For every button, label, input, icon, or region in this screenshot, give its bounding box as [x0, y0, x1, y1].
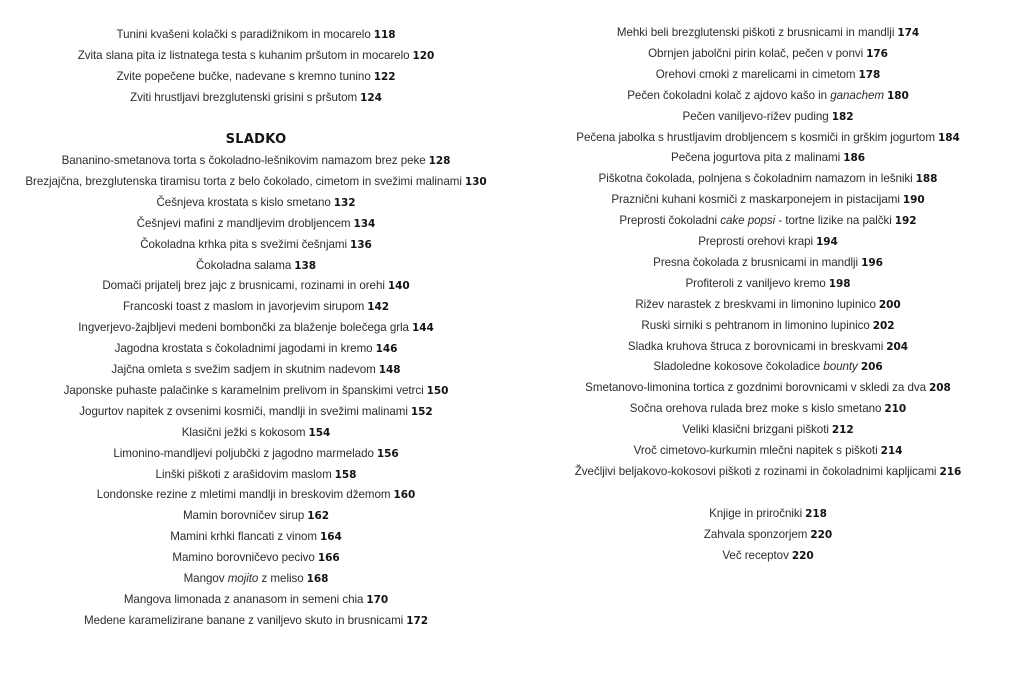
toc-entry-page-number: 170 [366, 593, 389, 606]
toc-entry[interactable] [512, 110, 1024, 124]
toc-entry-page-number: 148 [378, 364, 401, 376]
toc-entry-page-number: 142 [367, 301, 390, 314]
toc-entry-page-number: 160 [393, 489, 416, 502]
toc-entry-title: Linški piškoti z arašidovim maslom [155, 467, 332, 481]
toc-entry-title: Jajčna omleta s svežim sadjem in skutnim nadevom [111, 363, 376, 376]
toc-entry-title: Pečen vaniljevo-rižev puding [682, 109, 829, 123]
toc-entry[interactable] [0, 384, 512, 398]
toc-entry[interactable] [0, 509, 512, 523]
toc-entry[interactable] [512, 277, 1024, 291]
toc-entry[interactable] [0, 551, 512, 565]
toc-entry-page-number: 152 [410, 405, 433, 418]
toc-entry-title: Ingverjevo-žajbljevi medeni bombončki za blaženje bolečega grla [78, 321, 409, 335]
toc-entry-title: Francoski toast z maslom in javorjevim sirupom [122, 300, 365, 314]
toc-entry-title: Smetanovo-limonina tortica z gozdnimi borovnicami v skledi za dva [585, 381, 927, 395]
toc-entry-page-number: 206 [860, 361, 883, 374]
toc-entry[interactable] [0, 488, 512, 502]
toc-entry[interactable] [0, 593, 512, 607]
toc-entry-title: Žvečljivi beljakovo-kokosovi piškoti z rozinami in čokoladnimi kapljicami [574, 464, 937, 478]
toc-entry[interactable] [512, 465, 1024, 479]
toc-entry-title: Domači prijatelj brez jajc z brusnicami, rozinami in orehi [102, 279, 385, 293]
toc-entry-title: Veliki klasični brizgani piškoti [682, 423, 829, 437]
toc-entry-page-number: 164 [319, 531, 342, 544]
toc-entry[interactable] [512, 298, 1024, 312]
toc-entry[interactable] [0, 91, 512, 105]
toc-entry-title: Sladoledne kokosove čokoladice [653, 360, 824, 374]
toc-entry-title: Sladka kruhova štruca z borovnicami in breskvami [627, 339, 884, 353]
toc-entry-page-number: 178 [858, 68, 881, 81]
toc-entry-page-number: 150 [426, 384, 449, 397]
toc-entry[interactable] [512, 131, 1024, 145]
toc-entry-page-number: 198 [828, 277, 851, 290]
toc-entry-title: Mamini krhki flancati z vinom [170, 530, 317, 544]
toc-entry-title: z meliso [258, 572, 304, 585]
toc-entry-page-number: 132 [333, 196, 356, 209]
toc-entry-title: Rižev narastek z breskvami in limonino lupinico [635, 297, 876, 311]
toc-entry[interactable] [512, 151, 1024, 165]
toc-entry[interactable] [512, 360, 1024, 374]
toc-entry-title: Zviti hrustljavi brezglutenski grisini s pršutom [130, 90, 358, 104]
toc-entry-title: Knjige in priročniki [709, 507, 803, 520]
toc-entry[interactable] [512, 549, 1024, 563]
toc-entry-page-number: 128 [428, 155, 451, 167]
toc-entry-title: Jogurtov napitek z ovsenimi kosmiči, mandlji in svežimi malinami [79, 404, 408, 418]
toc-entry-title: Japonske puhaste palačinke s karamelnim prelivom in španskimi vetrci [63, 383, 424, 397]
toc-entry[interactable] [0, 426, 512, 440]
toc-entry-page-number: 220 [791, 549, 814, 562]
toc-entry-title-italic: ganachem [830, 88, 884, 102]
toc-entry[interactable] [0, 49, 512, 63]
toc-entry-page-number: 166 [317, 552, 340, 565]
toc-entry-page-number: 120 [412, 49, 435, 62]
toc-entry-page-number: 194 [816, 236, 838, 248]
toc-entry[interactable] [0, 279, 512, 293]
toc-entry-title: Bananino-smetanova torta s čokoladno-lešnikovim namazom brez peke [61, 154, 426, 167]
toc-entry-title: Sočna orehova rulada brez moke s kislo smetano [629, 402, 882, 416]
toc-entry-title: Mehki beli brezglutenski piškoti z brusnicami in mandlji [616, 26, 895, 39]
toc-entry-page-number: 218 [805, 508, 827, 520]
toc-entry-page-number: 172 [406, 614, 428, 627]
toc-entry-page-number: 174 [897, 27, 920, 39]
toc-entry-title: Pečen čokoladni kolač z ajdovo kašo in [627, 88, 831, 102]
toc-entry-title: Ruski sirniki s pehtranom in limonino lupinico [641, 318, 870, 332]
toc-entry-page-number: 180 [886, 89, 909, 102]
toc-entry-page-number: 186 [843, 152, 865, 165]
toc-entry-page-number: 196 [861, 256, 883, 269]
toc-entry-title: Limonino-mandljevi poljubčki z jagodno marmelado [113, 446, 374, 460]
toc-entry[interactable] [0, 70, 512, 84]
toc-entry-title: - tortne lizike na palčki [775, 214, 892, 228]
toc-entry[interactable] [0, 300, 512, 314]
toc-entry[interactable] [512, 340, 1024, 354]
toc-entry[interactable] [512, 235, 1024, 249]
toc-entry[interactable] [0, 196, 512, 210]
toc-entry-title: Pečena jogurtova pita z malinami [671, 151, 841, 165]
toc-entry[interactable] [0, 154, 512, 168]
toc-entry-title: Zvita slana pita iz listnatega testa s kuhanim pršutom in mocarelo [77, 48, 410, 62]
toc-entry[interactable] [512, 381, 1024, 395]
toc-entry[interactable] [0, 342, 512, 356]
toc-entry-title: Londonske rezine z mletimi mandlji in breskovim džemom [96, 488, 391, 502]
toc-entry[interactable] [512, 507, 1024, 521]
toc-entry[interactable] [0, 530, 512, 544]
toc-entry-title: Zvite popečene bučke, nadevane s kremno tunino [116, 69, 371, 83]
toc-entry-title-italic: bounty [823, 360, 858, 374]
toc-entry-page-number: 200 [878, 298, 901, 311]
toc-entry-page-number: 124 [360, 91, 382, 104]
toc-entry-title: Medene karamelizirane banane z vaniljevo skuto in brusnicami [83, 613, 404, 627]
toc-entry[interactable] [0, 217, 512, 231]
toc-entry-title: Jagodna krostata s čokoladnimi jagodami in kremo [114, 342, 373, 356]
toc-entry-page-number: 188 [915, 173, 938, 186]
toc-entry-page-number: 138 [294, 259, 316, 272]
toc-entry-title: Brezjajčna, brezglutenska tiramisu torta z belo čokolado, cimetom in svežimi malinami [25, 174, 462, 188]
toc-entry-title-italic: mojito [227, 572, 259, 585]
toc-entry-page-number: 156 [376, 447, 399, 460]
toc-entry[interactable] [512, 172, 1024, 186]
toc-entry-page-number: 130 [464, 175, 487, 188]
toc-entry-title: Vroč cimetovo-kurkumin mlečni napitek s piškoti [633, 444, 878, 457]
toc-entry-title-italic: cake popsi [720, 214, 776, 228]
toc-entry-title: Profiteroli z vaniljevo kremo [685, 276, 826, 290]
toc-entry[interactable] [512, 444, 1024, 458]
toc-entry[interactable] [0, 447, 512, 461]
toc-entry-page-number: 182 [831, 110, 854, 123]
toc-entry-page-number: 162 [307, 510, 330, 523]
toc-right-page [512, 0, 1024, 674]
toc-entry[interactable] [512, 68, 1024, 82]
toc-entry[interactable] [512, 528, 1024, 542]
toc-entry-title: Mangova limonada z ananasom in semeni chia [123, 592, 364, 606]
toc-entry[interactable] [0, 363, 512, 377]
toc-entry-title: Preprosti orehovi krapi [698, 235, 814, 248]
toc-entry-title: Mangov [183, 572, 228, 585]
toc-entry[interactable] [512, 47, 1024, 61]
toc-entry[interactable] [512, 193, 1024, 207]
toc-entry-page-number: 146 [375, 343, 398, 356]
section-heading: SLADKO [225, 132, 287, 147]
toc-entry-title: Piškotna čokolada, polnjena s čokoladnim namazom in lešniki [598, 172, 913, 186]
toc-entry[interactable] [0, 259, 512, 273]
toc-entry-title: Orehovi cmoki z marelicami in cimetom [655, 67, 856, 81]
toc-entry-page-number: 154 [308, 426, 331, 439]
toc-entry-page-number: 144 [411, 322, 434, 335]
toc-entry[interactable] [0, 28, 512, 42]
toc-entry-title: Čokoladna krhka pita s svežimi češnjami [140, 237, 348, 251]
toc-entry-title: Mamino borovničevo pecivo [172, 551, 315, 565]
toc-entry-title: Obrnjen jabolčni pirin kolač, pečen v ponvi [648, 46, 864, 60]
toc-entry[interactable] [0, 175, 512, 189]
toc-entry[interactable] [512, 26, 1024, 40]
toc-entry-page-number: 140 [387, 280, 410, 293]
toc-entry[interactable] [512, 402, 1024, 416]
toc-entry[interactable] [512, 89, 1024, 103]
toc-entry-title: Preprosti čokoladni [619, 214, 721, 228]
toc-entry-page-number: 220 [810, 528, 833, 541]
toc-entry-title: Tunini kvašeni kolački s paradižnikom in mocarelo [116, 28, 371, 41]
toc-entry-page-number: 204 [886, 340, 909, 353]
toc-entry[interactable] [0, 238, 512, 252]
toc-entry-page-number: 184 [937, 131, 960, 144]
toc-entry-page-number: 176 [866, 47, 888, 60]
toc-entry-page-number: 134 [353, 217, 376, 230]
toc-entry-page-number: 192 [894, 215, 917, 228]
toc-entry[interactable] [0, 405, 512, 419]
toc-entry-title: Pečena jabolka s hrustljavim drobljencem s kosmiči in grškim jogurtom [576, 130, 935, 144]
toc-entry-title: Praznični kuhani kosmiči z maskarponejem in pistacijami [611, 193, 900, 207]
toc-entry-title: Več receptov [722, 548, 789, 562]
toc-entry-title: Češnjeva krostata s kislo smetano [156, 195, 331, 209]
toc-entry-title: Češnjevi mafini z mandljevim drobljencem [136, 216, 351, 230]
toc-entry-title: Klasični ježki s kokosom [181, 425, 306, 439]
toc-entry-page-number: 158 [334, 468, 357, 481]
toc-entry[interactable] [512, 256, 1024, 270]
toc-entry[interactable] [0, 614, 512, 628]
toc-entry-page-number: 214 [880, 445, 903, 457]
toc-entry[interactable] [0, 468, 512, 482]
toc-entry-page-number: 216 [939, 465, 962, 478]
toc-entry[interactable] [512, 319, 1024, 333]
toc-entry-page-number: 210 [884, 403, 907, 416]
toc-entry-title: Zahvala sponzorjem [703, 527, 808, 541]
toc-entry[interactable] [512, 214, 1024, 228]
toc-entry-page-number: 208 [929, 382, 951, 395]
toc-entry-page-number: 202 [872, 319, 895, 332]
toc-entry-page-number: 118 [373, 29, 396, 41]
toc-entry-page-number: 212 [831, 424, 854, 437]
toc-entry[interactable] [0, 572, 512, 586]
toc-entry-title: Mamin borovničev sirup [182, 509, 305, 523]
toc-entry-page-number: 190 [902, 194, 925, 207]
toc-entry-title: Čokoladna salama [195, 258, 292, 272]
toc-entry-page-number: 168 [306, 573, 329, 585]
toc-entry-title: Presna čokolada z brusnicami in mandlji [653, 255, 859, 269]
toc-entry-page-number: 136 [350, 238, 372, 251]
toc-entry-page-number: 122 [373, 70, 396, 83]
toc-entry[interactable] [512, 423, 1024, 437]
toc-entry[interactable] [0, 321, 512, 335]
